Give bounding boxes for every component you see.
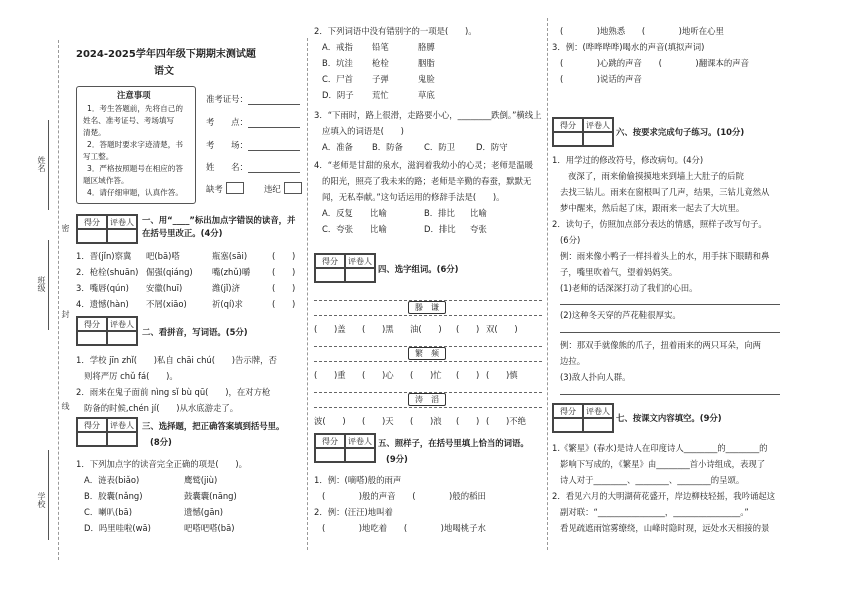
binding-school-line [48,450,49,540]
sec6-line: 例：雨来像小鸭子一样抖着头上的水，用手抹下眼睛和鼻 [560,251,770,261]
score-label: 得分 [77,215,107,229]
sec1-item: 瓶塞(sāi) [212,251,248,261]
binding-name-label: 姓名 [37,156,46,172]
grader-label: 评卷人 [583,404,613,418]
exam-number-field[interactable] [248,104,300,105]
sec4-blank[interactable]: ( )重 [314,370,346,380]
binding-class-line [48,240,49,330]
sec4-blank[interactable]: ( ) [456,370,480,380]
char-pair-tag: 繁 频 [408,347,446,360]
q3-option[interactable]: D．防守 [476,142,508,152]
exam-site-label: 考 点： [206,117,248,127]
sec1-item: 2．枪栓(shuān) [76,267,139,277]
notice-line: 2．答题时要求字迹清楚，书 [87,140,183,149]
score-box [314,253,376,283]
score-cell[interactable] [553,418,583,432]
sec7-line: 诗人对于________、________、________的呈颂。 [560,475,745,485]
binding-class-label: 班级 [37,276,46,292]
score-box [552,403,614,433]
section-1-heading [142,214,302,240]
sec5-line: 1．例：(嘀嗒)般的雨声 [314,475,402,485]
q4-word: 比喻 [370,224,387,234]
sec6-line: (2)这种冬天穿的芦花鞋很厚实。 [560,310,681,320]
section-3-points: (8分) [150,437,172,447]
q4-word: 比喻 [370,208,387,218]
sec1-answer[interactable]: ( ) [272,283,296,293]
sec4-blank[interactable]: 双( ) [486,324,518,334]
binding-school-label: 学校 [37,492,46,508]
grader-label: 评卷人 [107,215,137,229]
answer-line[interactable] [560,332,780,333]
q1-option-a-2: 鹰鹫(jiù) [184,475,218,485]
char-pair-tag: 涛 滔 [408,393,446,406]
q2-stem: 2．下列词语中没有错别字的一项是( )。 [314,26,477,36]
sec5-line: ( )地吃着 ( )地喝桃子水 [322,523,486,533]
q1-option-c-2: 遗憾(gān) [184,507,224,517]
q2-word: 荒忙 [372,90,389,100]
q4-option[interactable]: C．夸张 [322,224,353,234]
sec1-item: 吧(bā)嗒 [146,251,180,261]
score-cell[interactable] [77,229,107,243]
q3-option[interactable]: C．防卫 [424,142,455,152]
sec6-line: 去找三钻儿。雨来在窗根叫了几声，结果，三钻儿竟然从 [560,187,770,197]
score-label: 得分 [77,317,107,331]
exam-number-label: 准考证号： [206,94,248,104]
binding-seal-mi: 密 [61,224,70,232]
notice-line: 题区域作答。 [83,176,129,185]
sec4-blank[interactable]: 油( ) [410,324,442,334]
sec1-item: 祈(qí)求 [212,299,243,309]
answer-line[interactable] [560,304,780,305]
sec4-blank[interactable]: ( ) [456,324,480,334]
sec6-line: 梦中醒来，然后起了床，跟雨来一起去了大坑里。 [560,203,745,213]
q2-word: 草底 [418,90,435,100]
column-divider-1 [307,38,308,550]
sec1-answer[interactable]: ( ) [272,267,296,277]
q1-stem: 1．下列加点字的读音完全正确的项是( )。 [76,459,247,469]
sec1-answer[interactable]: ( ) [272,251,296,261]
section-7-title: 七、按课文内容填空。(9分) [616,413,722,423]
q4-option[interactable]: A．反复 [322,208,353,218]
grader-cell[interactable] [583,418,613,432]
section-5-title: 五、照样子，在括号里填上恰当的词语。 [378,438,529,448]
binding-margin [0,30,70,570]
score-cell[interactable] [315,448,345,462]
col3-line: ( )说话的声音 [560,74,642,84]
q2-word: 胳膊 [418,42,435,52]
sec2-line: 防备的时候,chén jí( )从水底游走了。 [84,403,239,413]
q1-option-c[interactable]: C．喇叭(bā) [84,507,132,517]
grader-cell[interactable] [107,229,137,243]
grader-cell[interactable] [345,268,375,282]
q2-word: 鬼脸 [418,74,435,84]
grader-cell[interactable] [107,432,137,446]
section-4-title: 四、选字组词。(6分) [378,264,459,274]
sec4-blank[interactable]: ( ) [456,416,480,426]
sec1-item: 安徽(huī) [146,283,183,293]
sec6-line: 边拉。 [560,356,586,366]
q2-word: 铅笔 [372,42,389,52]
score-label: 得分 [77,418,107,432]
q4-word: 比喻 [470,208,487,218]
notice-line: 姓名、准考证号、考场填写 [83,116,175,125]
column-divider-2 [547,18,548,550]
q3-line: 3．“下雨时，路上很滑，走路要小心，________跌倒。”横线上 [314,110,542,120]
notice-line: 清楚。 [83,128,106,137]
grader-label: 评卷人 [345,254,375,268]
notice-line: 4．请仔细审题，认真作答。 [87,188,183,197]
q4-line: 闻，无私奉献。”这句话运用的修辞手法是( )。 [322,192,505,202]
sec1-item: 3．嘴唇(qún) [76,283,129,293]
q2-option[interactable]: C．尸首 [322,74,353,84]
sec7-line: 副对联：“________________，________________。” [560,507,749,517]
sec2-line: 1．学校 jīn zhǐ( )私自 chāi chú( )告示牌，否 [76,355,277,365]
col3-line: 3．例：(哗哗哗哗)喝水的声音(填拟声词) [552,42,705,52]
student-name-label: 姓 名： [206,162,248,172]
q1-option-b[interactable]: B．胶囊(nǎng) [84,491,143,501]
sec6-line: (1)老师的话深深打动了我们的心田。 [560,283,698,293]
sec4-blank[interactable]: ( )心 [362,370,394,380]
sec7-line: 看见疏遮雨馆雾缭绕，山峰时隐时现，远处水天相接的景 [560,523,770,533]
sec6-line: 2．读句子，仿照加点部分表达的情感，照样子改写句子。 [552,219,767,229]
violation-label: 违纪 [264,184,281,194]
score-label: 得分 [315,254,345,268]
exam-room-field[interactable] [248,150,300,151]
sec6-line: 例：那双手就像熊的爪子，扭着雨来的两只耳朵，向两 [560,340,761,350]
q2-word: 枪栓 [372,58,389,68]
sec4-blank[interactable]: ( )不绝 [486,416,527,426]
score-box [76,214,138,244]
q4-option[interactable]: D．排比 [424,224,456,234]
q4-line: 的阳光，照亮了我未来的路；老师是辛勤的春蚕，默默无 [322,176,532,186]
score-label: 得分 [553,404,583,418]
q2-word: 胭脂 [418,58,435,68]
sec7-line: 影响下写成的，《繁星》由________首小诗组成，表现了 [560,459,766,469]
sec4-blank[interactable]: ( )浪 [410,416,442,426]
exam-room-label: 考 场： [206,140,248,150]
sec1-answer[interactable]: ( ) [272,299,296,309]
char-pair-tag: 滕 谦 [408,301,446,314]
binding-name-line [48,120,49,210]
subject-title: 语文 [154,66,174,77]
sec1-item: 1．晋(jǐn)察冀 [76,251,132,261]
grader-cell[interactable] [107,331,137,345]
answer-line[interactable] [560,394,780,395]
q4-option[interactable]: B．排比 [424,208,455,218]
section-1-title: 一、用“____”标出加点字错误的读音，并在括号里改正。(4分) [142,215,296,238]
grader-label: 评卷人 [345,434,375,448]
q1-option-d[interactable]: D．吗里哇啦(wā) [84,523,151,533]
score-box [76,316,138,346]
notice-line: 1．考生答题前，先将自己的 [87,104,183,113]
grader-cell[interactable] [583,132,613,146]
col3-line: ( )地熟悉 ( )地听在心里 [560,26,724,36]
score-box [76,417,138,447]
score-cell[interactable] [77,432,107,446]
sec1-item: 倔强(qiáng) [146,267,193,277]
sec4-blank[interactable]: ( )天 [362,416,394,426]
q1-option-b-2: 鼓囊囊(nāng) [184,491,237,501]
sec1-item: 嘴(zhǔ)嚼 [212,267,251,277]
q3-line: 应填入的词语是( ) [322,126,404,136]
sec4-blank[interactable]: ( )黑 [362,324,394,334]
q4-word: 夸张 [470,224,487,234]
student-name-field[interactable] [248,172,300,173]
sec1-item: 潍(jǐ)济 [212,283,240,293]
score-cell[interactable] [553,132,583,146]
q1-option-d-2: 吧嗒吧嗒(bā) [184,523,235,533]
sec2-line: 则将严厉 chǔ fá( )。 [84,371,178,381]
sec1-item: 不屑(xiāo) [146,299,187,309]
grader-label: 评卷人 [583,118,613,132]
score-cell[interactable] [77,331,107,345]
col3-line: ( )心跳的声音 ( )翻课本的声音 [560,58,749,68]
score-label: 得分 [553,118,583,132]
binding-seal-feng: 封 [61,310,70,318]
sec5-line: 2．例：(汪汪)地叫着 [314,507,393,517]
section-2-title: 二、看拼音，写词语。(5分) [142,327,248,337]
grader-label: 评卷人 [107,317,137,331]
sec6-line: (6分) [560,235,581,245]
binding-line [58,40,59,560]
grader-label: 评卷人 [107,418,137,432]
section-3-title: 三、选择题，把正确答案填到括号里。 [142,421,285,431]
binding-seal-xian: 线 [61,402,70,410]
exam-site-field[interactable] [248,127,300,128]
section-6-title: 六、按要求完成句子练习。(10分) [616,127,745,137]
score-box [552,117,614,147]
sec4-blank[interactable]: ( )慎 [486,370,518,380]
sec6-line: 子，嘴里吹着气，望着妈妈笑。 [560,267,678,277]
sec6-line: 夜深了，雨来偷偷摸摸地来到墙上大肚子的后院 [568,171,744,181]
sec2-line: 2．雨来在鬼子面前 nìng sǐ bù qū( )，在对方枪 [76,387,271,397]
q1-option-a[interactable]: A．涟表(biǎo) [84,475,140,485]
q2-option[interactable]: B．坑洼 [322,58,353,68]
violation-checkbox[interactable] [284,182,302,194]
q2-option[interactable]: A．戒指 [322,42,353,52]
notice-line: 3．严格按照题号在相应的答 [87,164,183,173]
absent-checkbox[interactable] [226,182,244,194]
score-cell[interactable] [315,268,345,282]
q2-word: 子弹 [372,74,389,84]
notice-box [76,86,196,204]
q4-line: 4．“老师是甘甜的泉水，滋润着我幼小的心灵；老师是温暖 [314,160,534,170]
q3-option[interactable]: A．准备 [322,142,353,152]
q3-option[interactable]: B．防备 [372,142,403,152]
sec4-blank[interactable]: ( )忙 [410,370,442,380]
notice-title: 注意事项 [117,90,151,100]
score-label: 得分 [315,434,345,448]
sec5-line: ( )般的声音 ( )般的稻田 [322,491,486,501]
absent-label: 缺考 [206,184,223,194]
sec6-line: 1．用学过的修改符号，修改病句。(4分) [552,155,704,165]
notice-line: 写工整。 [83,152,114,161]
sec7-line: 1.《繁星》(春水)是诗人在印度诗人________的________的 [552,443,768,453]
q2-option[interactable]: D．阴子 [322,90,354,100]
sec1-item: 4．遗憾(hàn) [76,299,129,309]
sec7-line: 2．看见六月的大明湖荷花盛开，岸边柳枝轻摇，我吟诵起这 [552,491,776,501]
section-5-points: (9分) [386,454,408,464]
sec4-blank[interactable]: ( )盖 [314,324,346,334]
exam-title: 2024-2025学年四年级下期期末测试题 [76,49,256,60]
grader-cell[interactable] [345,448,375,462]
sec6-line: (3)敌人扑向人群。 [560,372,631,382]
score-box [314,433,376,463]
sec4-blank[interactable]: 波( ) [314,416,346,426]
